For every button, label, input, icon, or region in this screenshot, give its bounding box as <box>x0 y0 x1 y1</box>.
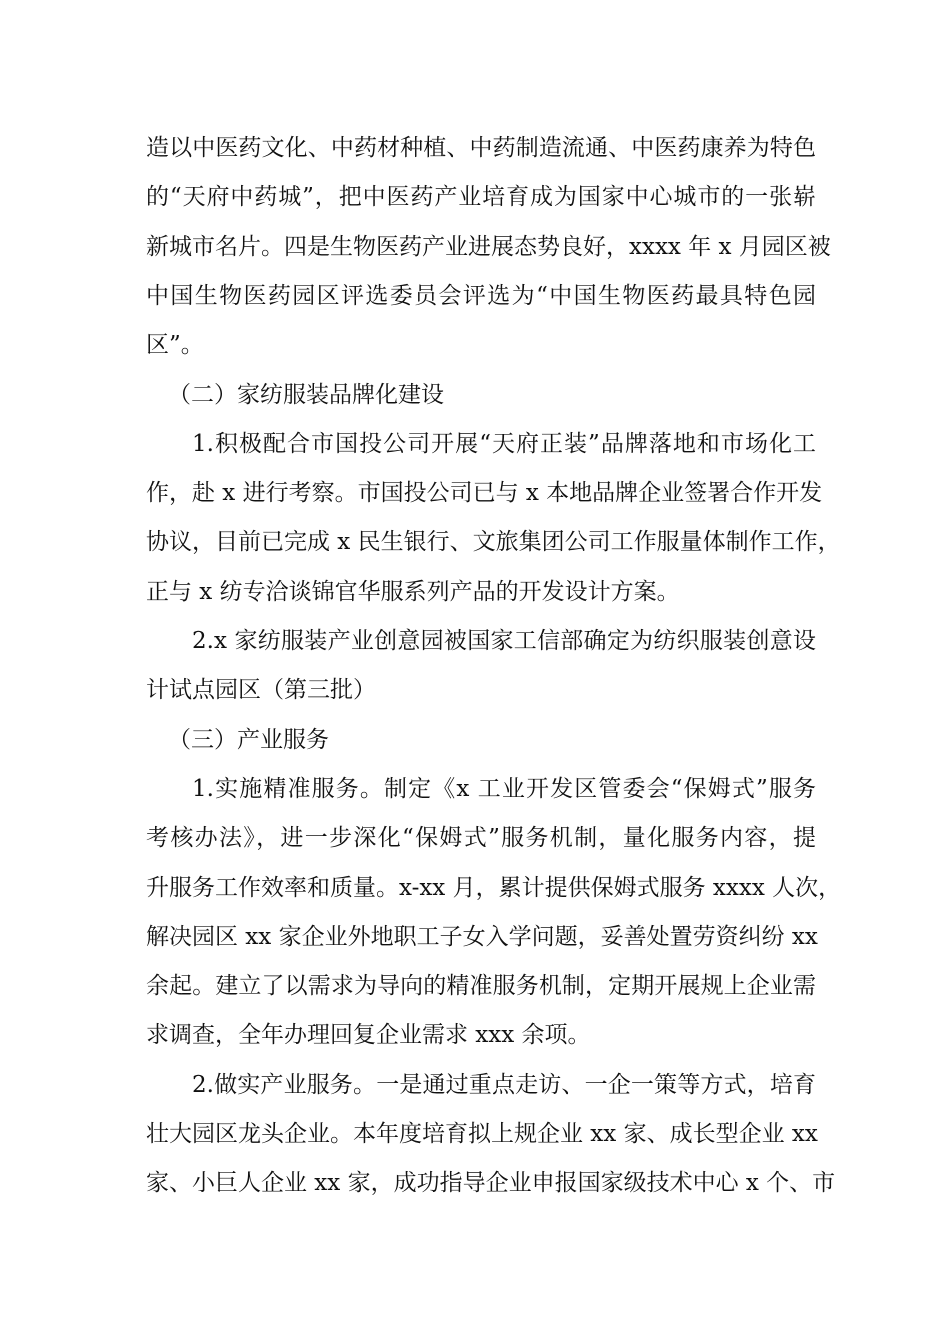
text-line: 正与 x 纺专洽谈锦官华服系列产品的开发设计方案。 <box>146 578 680 605</box>
text-line: 2.x 家纺服装产业创意园被国家工信部确定为纺织服装创意设 <box>192 628 816 654</box>
text-line: 壮大园区龙头企业。本年度培育拟上规企业 xx 家、成长型企业 xx <box>146 1121 818 1147</box>
text-line: 中国生物医药园区评选委员会评选为“中国生物医药最具特色园 <box>146 282 816 309</box>
text-line: 1.积极配合市国投公司开展“天府正装”品牌落地和市场化工 <box>192 430 816 457</box>
text-line: 解决园区 xx 家企业外地职工子女入学问题，妥善处置劳资纠纷 xx <box>146 923 818 950</box>
section-heading: （三）产业服务 <box>168 726 329 753</box>
text-line: 造以中医药文化、中药材种植、中药制造流通、中医药康养为特色 <box>146 135 816 161</box>
text-line: 2.做实产业服务。一是通过重点走访、一企一策等方式，培育 <box>192 1071 816 1098</box>
section-heading: （二）家纺服装品牌化建设 <box>168 381 444 408</box>
text-line: 余起。建立了以需求为导向的精准服务机制，定期开展规上企业需 <box>146 973 816 1000</box>
text-line: 求调查，全年办理回复企业需求 xxx 余项。 <box>146 1022 591 1049</box>
text-line: 作，赴 x 进行考察。市国投公司已与 x 本地品牌企业签署合作开发 <box>146 480 823 507</box>
text-line: 1.实施精准服务。制定《x 工业开发区管委会“保姆式”服务 <box>192 775 816 802</box>
text-line: 协议，目前已完成 x 民生银行、文旅集团公司工作服量体制作工作， <box>146 529 841 556</box>
text-line: 家、小巨人企业 xx 家，成功指导企业申报国家级技术中心 x 个、市 <box>146 1170 836 1197</box>
text-line: 升服务工作效率和质量。x-xx 月，累计提供保姆式服务 xxxx 人次， <box>146 874 842 901</box>
text-line: 的“天府中药城”，把中医药产业培育成为国家中心城市的一张崭 <box>146 184 816 211</box>
text-line: 计试点园区（第三批） <box>146 677 376 704</box>
text-line: 考核办法》，进一步深化“保姆式”服务机制，量化服务内容，提 <box>146 825 816 852</box>
text-line: 新城市名片。四是生物医药产业进展态势良好，xxxx 年 x 月园区被 <box>146 233 831 260</box>
text-line: 区”。 <box>146 332 204 359</box>
